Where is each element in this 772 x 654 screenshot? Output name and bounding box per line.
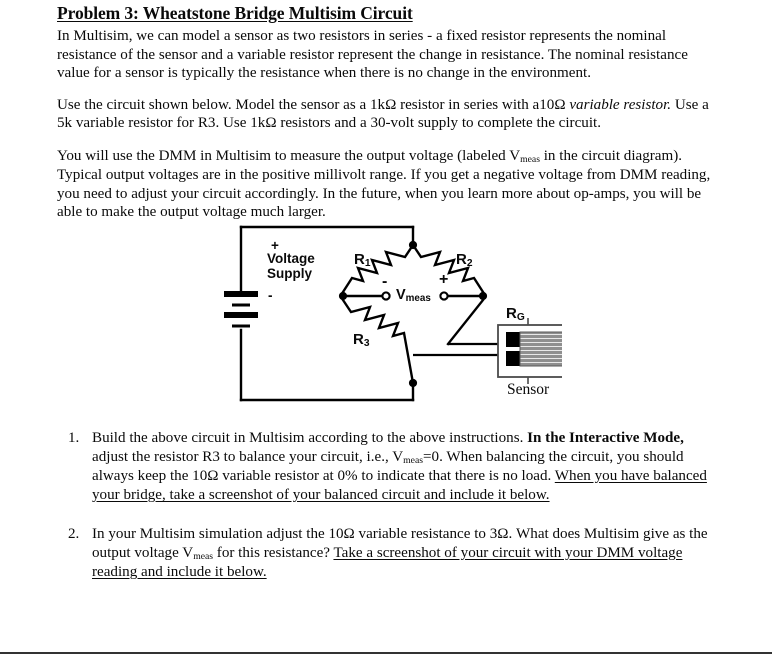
text-run: Use a 5k variable resistor for R3. Use 1kΩ resistors and a 30-volt supply to complete the circuit. <box>57 96 709 132</box>
task-item-2 <box>57 525 722 582</box>
document-body <box>57 3 717 222</box>
sensor-leads <box>413 344 500 355</box>
r2-letter: R <box>456 251 467 268</box>
text-run-italic: variable resistor. <box>569 96 672 113</box>
text-run: Build the above circuit in Multisim according to the above instructions. <box>92 430 528 446</box>
text-run: In your Multisim simulation adjust the 10Ω variable resistance to 3Ω. What does Multisim give as the output voltage V <box>92 526 708 561</box>
node-top <box>409 241 417 249</box>
resistor-label-r3 <box>353 331 370 349</box>
vmeas-plus-sign: + <box>439 271 449 288</box>
r3-letter: R <box>353 331 364 348</box>
terminal-plus <box>440 292 447 299</box>
subscript-meas: meas <box>193 551 214 563</box>
spacer <box>57 83 717 96</box>
paragraph-dmm-instructions <box>57 147 717 222</box>
text-run-underline: When you have balanced your bridge, take a screenshot of your balanced circuit and include it below. <box>92 468 707 504</box>
text-run-bold: In the Interactive Mode, <box>527 430 684 446</box>
terminal-minus <box>382 292 389 299</box>
node-left <box>339 292 347 300</box>
page-title: Problem 3: Wheatstone Bridge Multisim Circuit <box>57 3 413 23</box>
rg-subscript: G <box>516 312 525 324</box>
sensor-label: Sensor <box>507 381 550 398</box>
vmeas-minus-sign: - <box>382 273 388 290</box>
wheatstone-bridge-figure <box>210 213 562 418</box>
task-item-1 <box>57 429 722 505</box>
vmeas-subscript: meas <box>405 292 431 304</box>
text-run: Use the circuit shown below. Model the sensor as a 1kΩ resistor in series with a10Ω <box>57 96 570 113</box>
text-run: in the circuit diagram). Typical output voltages are in the positive millivolt range. If you get a negative voltage from DMM reading, you need to adjust your circuit accordingly. In the future, when you learn more about op-amps, you will be able to make the output voltage much larger. <box>57 148 711 221</box>
r2-subscript: 2 <box>466 258 473 270</box>
sensor-terminal-top <box>506 332 520 347</box>
battery-symbol <box>224 294 258 326</box>
task-list-item-2-wrapper <box>57 525 722 582</box>
text-run: You will use the DMM in Multisim to measure the output voltage (labeled V <box>57 148 521 165</box>
text-run-underline: Take a screenshot of your circuit with your DMM voltage reading and include it below. <box>92 544 683 581</box>
text-run: adjust the resistor R3 to balance your circuit, i.e., V <box>92 448 404 465</box>
r1-letter: R <box>354 251 365 268</box>
text-run: =0. When balancing the circuit, you should always keep the 10Ω variable resistor at 0% to indicate that there is no load. <box>92 448 684 485</box>
paragraph-intro-text: In Multisim, we can model a sensor as two resistors in series - a fixed resistor represents the nominal resistance of the sensor and a variable resistor represent the change in resistance. The nominal resistance value for a sensor is typically the resistance when there is no change in the environment. <box>57 27 688 82</box>
wire-right-lower-arm <box>448 300 483 344</box>
sensor-package <box>498 318 562 384</box>
sensor-gauge-body <box>520 332 562 366</box>
sensor-terminal-bottom <box>506 351 520 366</box>
resistor-label-r1 <box>354 251 371 269</box>
node-right <box>479 292 487 300</box>
rg-letter: R <box>506 305 517 322</box>
voltage-supply-label <box>267 251 315 281</box>
paragraph-intro <box>57 27 717 83</box>
r3-subscript: 3 <box>363 338 370 350</box>
task-list-item-1-wrapper <box>57 429 722 505</box>
voltage-supply-line1: Voltage <box>267 251 315 266</box>
supply-polarity-plus: + <box>271 238 279 253</box>
task-1-number: 1. <box>68 430 80 446</box>
task-2-number: 2. <box>68 526 80 542</box>
spacer <box>57 133 717 147</box>
supply-polarity-minus: - <box>268 288 273 303</box>
resistor-label-r2 <box>456 251 473 269</box>
paragraph-circuit-instructions <box>57 96 717 133</box>
r1-subscript: 1 <box>364 258 371 270</box>
node-bottom <box>409 379 417 387</box>
resistor-label-rg <box>506 305 525 323</box>
text-run: for this resistance? <box>213 544 334 561</box>
subscript-meas: meas <box>520 154 540 166</box>
subscript-meas: meas <box>403 455 424 467</box>
voltage-supply-line2: Supply <box>267 266 313 282</box>
vmeas-label <box>396 287 431 304</box>
vmeas-letter: V <box>396 287 406 303</box>
